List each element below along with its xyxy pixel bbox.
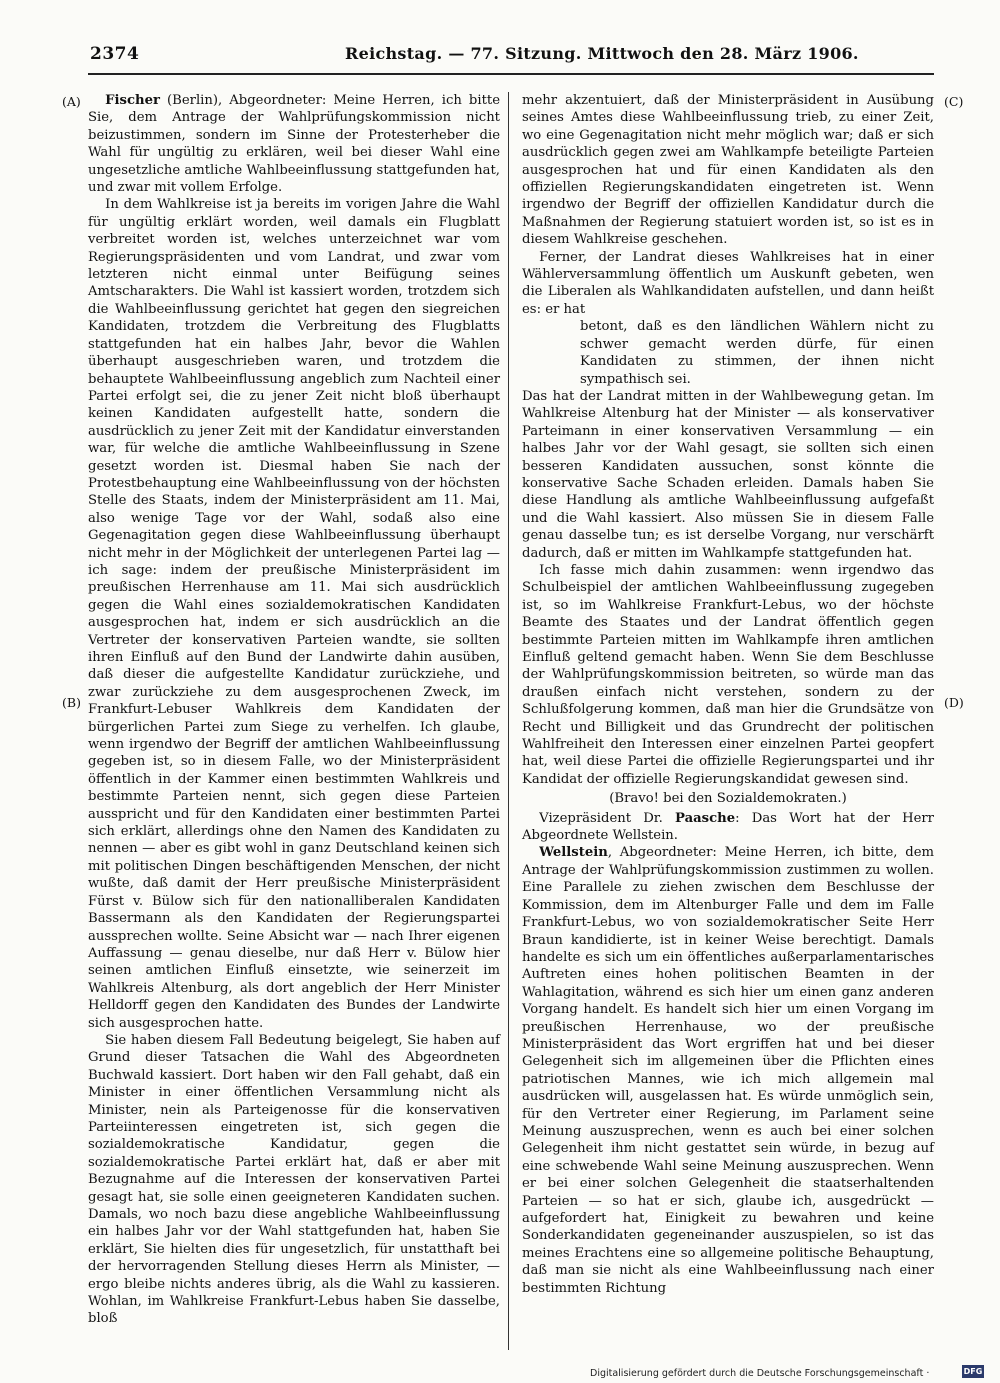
- paragraph: [522, 844, 934, 1297]
- dfg-logo: DFG: [963, 1367, 983, 1376]
- header-rule: [88, 73, 934, 75]
- paragraph: mehr akzentuiert, daß der Ministerpräsident in Ausübung seines Amtes diese Wahlbeeinflussung trieb, zu einer Zeit, wo eine Gegenagitation nicht mehr möglich war; daß er sich ausdrücklich gegen zwei am Wahlkampfe beteiligte Parteien ausgesprochen hat und für einen Kandidaten als den offiziellen Regierungskandidaten eingetreten ist. Wenn irgendwo der Begriff der offiziellen Kandidatur durch die Maßnahmen der Regierung statuiert worden ist, so ist es in diesem Wahlkreise geschehen.: [522, 93, 934, 248]
- applause-note: (Bravo! bei den Sozialdemokraten.): [609, 791, 847, 807]
- paragraph-text: , Abgeordneter: Meine Herren, ich bitte, dem Antrage der Wahlprüfungskommission zustimmen zu wollen. Eine Parallele zu ziehen zwischen dem Beschlusse der Kommission, dem im Altenburger Falle und dem im Falle Frankfurt-Lebus, wo von sozialdemokratischer Seite Herr Braun kandidierte, ist in keiner Weise berechtigt. Damals handelte es sich um ein öffentliches außerparlamentarisches Auftreten eines hohen politischen Beamten in der Wahlagitation, während es sich hier um einen ganz anderen Vorgang handelt. Es handelt sich hier um einen Vorgang im preußischen Herrenhause, wo der preußische Ministerpräsident das Wort ergriffen hat und bei dieser Gelegenheit sich im allgemeinen über die Pflichten eines patriotischen Mannes, wie ich mich allgemein mal ausdrücken will, ausgelassen hat. Es würde unmöglich sein, für den Vertreter einer Regierung, im Parlament seine Meinung auszusprechen, wenn es auch bei einer solchen Gelegenheit ihm nicht gestattet sein würde, in bezug auf eine schwebende Wahl seine Meinung auszusprechen. Wenn er bei einer solchen Gelegenheit die staatserhaltenden Parteien — so hat er sich, glaube ich, ausgedrückt — aufgefordert hat, Einigkeit zu bewahren und keine Sonderkandidaten gegeneinander auszuspielen, so ist das meines Erachtens eine so allgemeine politische Behauptung, daß man sie nicht als eine Wahlbeeinflussung nach einer bestimmten Richtung: [522, 845, 934, 1296]
- paragraph: In dem Wahlkreise ist ja bereits im vorigen Jahre die Wahl für ungültig erklärt worden, weil damals ein Flugblatt verbreitet worden ist, welches unterzeichnet war vom Regierungspräsidenten und vom Landrat, und zwar vom letzteren nicht einmal unter Beifügung seines Amtscharakters. Die Wahl ist kassiert worden, trotzdem sich die Wahlbeeinflussung gerichtet hat gegen den siegreichen Kandidaten, trotzdem die Verbreitung des Flugblatts stattgefunden hat ein halbes Jahr, bevor die Wahlen überhaupt ausgeschrieben waren, und trotzdem die behauptete Wahlbeeinflussung angeblich zum Nachteil einer Partei erfolgt sei, die zu jener Zeit nicht bloß überhaupt keinen Kandidaten aufgestellt hatte, sondern die ausdrücklich zu jener Zeit mit der Kandidatur einverstanden war, für welche die amtliche Wahlbeeinflussung in Szene gesetzt worden ist. Diesmal haben Sie nach der Protestbehauptung eine Wahlbeeinflussung von der höchsten Stelle des Staats, indem der Ministerpräsident am 11. Mai, also wenige Tage vor der Wahl, sodaß also eine Gegenagitation gegen diese Wahlbeeinflussung überhaupt nicht mehr in der Möglichkeit der unterlegenen Partei lag — ich sage: indem der preußische Ministerpräsident im preußischen Herrenhause am 11. Mai sich ausdrücklich gegen die Wahl eines sozialdemokratischen Kandidaten ausgesprochen hat, indem er sich ausdrücklich an die Vertreter der konservativen Parteien wandte, sie sollten ihren Einfluß auf den Bund der Landwirte dahin ausüben, daß dieser die aufgestellte Kandidatur zurückziehe, und zwar zurückziehe zu dem ausgesprochenen Zweck, im Frankfurt-Lebuser Wahlkreis dem Kandidaten der bürgerlichen Partei zum Siege zu verhelfen. Ich glaube, wenn irgendwo der Begriff der amtlichen Wahlbeeinflussung gegeben ist, so in diesem Falle, wo der Ministerpräsident öffentlich in der Kammer einen bestimmten Wahlkreis und bestimmte Parteien nennt, sich gegen diese Parteien ausspricht und für den Kandidaten einer bestimmten Partei sich erklärt, allerdings ohne den Namen des Kandidaten zu nennen — aber es gibt wohl in ganz Deutschland keinen sich mit politischen Dingen beschäftigenden Menschen, der nicht wußte, daß damit der Herr preußische Ministerpräsident Fürst v. Bülow sich für den nationalliberalen Kandidaten Bassermann als den Kandidaten der Regierungspartei aussprechen wollte. Seine Absicht war — nach Ihrer eigenen Auffassung — genau dieselbe, nur daß Herr v. Bülow hier seinen amtlichen Einfluß einsetzte, wie seinerzeit im Wahlkreis Altenburg, als dort angeblich der Herr Minister Helldorff gegen den Kandidaten des Bundes der Landwirte sich ausgesprochen hatte.: [88, 197, 500, 1031]
- margin-mark-a: (A): [62, 94, 81, 109]
- column-divider: [508, 92, 509, 1350]
- speaker-title: Vizepräsident Dr.: [539, 810, 676, 826]
- left-column: [88, 92, 500, 1328]
- paragraph-text: : Das Wort hat der Herr Abgeordnete Wellstein.: [522, 810, 934, 844]
- paragraph: Ferner, der Landrat dieses Wahlkreises hat in einer Wählerversammlung öffentlich um Auskunft gebeten, wen die Liberalen als Wahlkandidaten aufstellen, und dann heißt es: er hat: [522, 249, 934, 317]
- margin-mark-c: (C): [944, 94, 964, 109]
- footer-credit: Digitalisierung gefördert durch die Deutsche Forschungsgemeinschaft ·: [590, 1368, 930, 1379]
- speaker-name: Paasche: [675, 810, 736, 826]
- paragraph-text: (Berlin), Abgeordneter: Meine Herren, ich bitte Sie, dem Antrage der Wahlprüfungskommission nicht beizustimmen, sondern im Sinne der Protesterheber die Wahl für ungültig zu erklären, weil bei dieser Wahl eine ungesetzliche amtliche Wahlbeeinflussung stattgefunden hat, und zwar mit vollem Erfolge.: [88, 93, 500, 196]
- right-column: [522, 92, 934, 1297]
- paragraph: Ich fasse mich dahin zusammen: wenn irgendwo das Schulbeispiel der amtlichen Wahlbeeinflussung zugegeben ist, so im Wahlkreise Frankfurt-Lebus, wo der höchste Beamte des Staates und der Landrat öffentlich gegen bestimmte Parteien mitten im Wahlkampfe ihren amtlichen Einfluß geltend gemacht haben. Wenn Sie dem Beschlusse der Wahlprüfungskommission beitreten, so würde man das draußen einfach nicht verstehen, sondern zu der Schlußfolgerung kommen, daß man hier die Grundsätze von Recht und Billigkeit und das Grundrecht der politischen Wahlfreiheit den Interessen einer einzelnen Partei geopfert hat, weil diese Partei die offizielle Regierungspartei und ihr Kandidat der offizielle Regierungskandidat gewesen sind.: [522, 562, 934, 787]
- paragraph: [88, 92, 500, 196]
- running-head: Reichstag. — 77. Sitzung. Mittwoch den 28. März 1906.: [345, 44, 859, 63]
- page-header: [60, 44, 935, 70]
- speaker-name: Wellstein: [539, 845, 608, 861]
- paragraph: [522, 810, 934, 845]
- margin-mark-b: (B): [62, 695, 81, 710]
- page-number: 2374: [90, 44, 140, 64]
- paragraph: Das hat der Landrat mitten in der Wahlbewegung getan. Im Wahlkreise Altenburg hat der Minister — als konservativer Parteimann in einer konservativen Versammlung — ein halbes Jahr vor der Wahl gesagt, sie sollten sich einen besseren Kandidaten aussuchen, sonst könnte die konservative Sache Schaden erleiden. Damals haben Sie diese Handlung als amtliche Wahlbeeinflussung aufgefaßt und die Wahl kassiert. Also müssen Sie in diesem Falle genau dasselbe tun; es ist derselbe Vorgang, nur verschärft dadurch, daß er mitten im Wahlkampfe stattgefunden hat.: [522, 388, 934, 561]
- speaker-name: Fischer: [105, 93, 160, 108]
- margin-mark-d: (D): [944, 695, 964, 710]
- paragraph: Sie haben diesem Fall Bedeutung beigelegt, Sie haben auf Grund dieser Tatsachen die Wahl des Abgeordneten Buchwald kassiert. Dort haben wir den Fall gehabt, daß ein Minister in einer öffentlichen Versammlung nicht als Minister, nein als Parteigenosse für die konservativen Parteiinteressen eingetreten ist, sich gegen die sozialdemokratische Kandidatur, gegen die sozialdemokratische Partei erklärt hat, daß er aber mit Bezugnahme auf die Interessen der konservativen Partei gesagt hat, sie solle einen geeigneteren Kandidaten suchen. Damals, wo noch bazu diese angebliche Wahlbeeinflussung ein halbes Jahr vor der Wahl stattgefunden hat, haben Sie erklärt, Sie hielten dies für ungesetzlich, für unstatthaft bei der hervorragenden Stellung dieses Herrn als Minister, — ergo bleibe nichts anderes übrig, als die Wahl zu kassieren. Wohlan, im Wahlkreise Frankfurt-Lebus haben Sie dasselbe, bloß: [88, 1032, 500, 1327]
- block-quote: betont, daß es den ländlichen Wählern nicht zu schwer gemacht werden dürfe, für einen Kandidaten zu stimmen, der ihnen nicht sympathisch sei.: [580, 319, 934, 387]
